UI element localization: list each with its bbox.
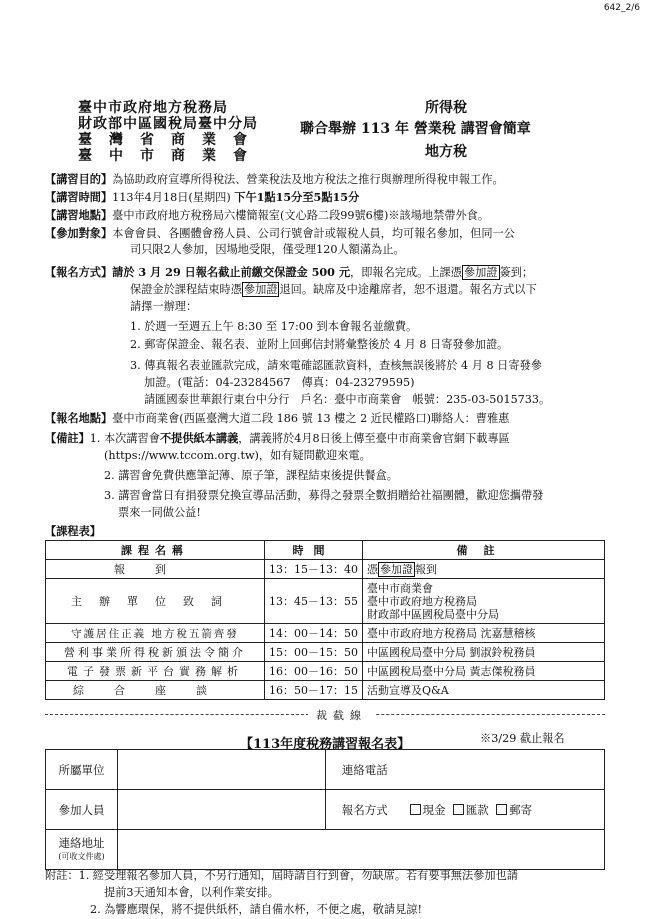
person-field[interactable] [118,790,326,830]
place-note: ※該場地禁帶外食。 [388,209,490,222]
reg-place-label: 【報名地點】 [45,411,113,425]
purpose-line [45,171,504,188]
course-note [363,579,605,624]
course-name: 報到 [46,560,265,579]
joint-label: 聯合舉辦 [300,121,356,137]
purpose-label: 【講習目的】 [45,172,113,186]
note-1d: (https://www.tccom.org.tw)，如有疑問歡迎來電。 [104,449,371,462]
unit-label: 所屬單位 [46,750,118,790]
course-time: 16：00－16：50 [265,662,363,681]
footer-note-1a: 1. 經受理報名參加人員，不另行通知，屆時請自行到會，勿缺席。若有要事無法參加也請 [78,869,518,882]
note-3a: 3. 講習會當日有捐發票兌換宣導品活動，募得之發票全數捐贈給社福團體，歡迎您攜帶發 [104,489,544,502]
course-name: 營利事業所得稅新頒法令簡介 [46,643,265,662]
course-name: 守護居住正義 地方稅五箭齊發 [46,624,265,643]
option-cash[interactable]: 現金 [410,803,446,817]
address-label: 連絡地址 [58,835,105,850]
organizer-3: 臺灣省商業會 [78,132,264,148]
tax-middle: 營業稅 [413,121,456,137]
method-text-3: 請擇一辦理： [130,300,198,313]
course-time: 13：45－13：55 [265,579,363,624]
course-time: 14：00－14：50 [265,624,363,643]
time-line [45,189,359,206]
method-text-1b: ，即報名完成。上課憑 [350,266,462,279]
place-line [45,207,489,224]
course-time: 16：50－17：15 [265,681,363,700]
time-label: 【講習時間】 [45,190,113,204]
note-2: 2. 講習會免費供應筆記薄、原子筆，課程結束後提供餐盒。 [104,469,398,482]
option-transfer[interactable]: 匯款 [453,803,489,817]
method-line [45,264,533,281]
target-line [45,225,515,242]
bank-info: 請匯國泰世華銀行東台中分行 戶名：臺中市商業會 帳號：235-03-5015733。 [144,393,551,406]
page-id: 642_2/6 [603,3,640,13]
method-step-3a: 3. 傳真報名表並匯款完成，請來電確認匯款資料，查核無誤後將於 4 月 8 日寄發參 [130,359,542,372]
reg-place-text: 臺中市商業會(西區臺灣大道二段 186 號 13 樓之 2 近民權路口)聯絡人：曹雅惠 [112,412,510,425]
schedule-row [46,662,605,681]
purpose-text: 為協助政府宣導所得稅法、營業稅法及地方稅法之推行與辦理所得稅申報工作。 [112,173,504,186]
cut-line-label: 裁截線 [308,707,375,723]
form-title: 【113年度稅務講習報名表】 [240,737,411,752]
organizer-4: 臺中市商業會 [78,148,264,164]
checkbox-icon[interactable] [410,804,421,815]
course-name: 電子發票新平台實務解析 [46,662,265,681]
method-step-2: 2. 郵寄保證金、報名表、並附上回郵信封將彙整後於 4 月 8 日寄發參加證。 [130,338,509,351]
note-3b: 票來一同做公益! [118,506,201,519]
course-note: 臺中市政府地方稅務局 沈嘉慧稽核 [363,624,605,643]
organizer-1: 臺中市政府地方稅務局 [78,100,228,116]
notes-line-1 [45,430,510,447]
year-label: 113 年 [360,121,409,137]
target-text-1: 本會會員、各團體會務人員、公司行號會計或報稅人員，均可報名參加，但同一公 [112,227,515,240]
registration-form [45,749,605,870]
course-time: 13：15－13：40 [265,560,363,579]
checkbox-icon[interactable] [496,804,507,815]
course-note-line: 財政部中區國稅局臺中分局 [367,607,499,621]
schedule-row [46,624,605,643]
method-line-2 [130,281,537,298]
course-note-line: 臺中市商業會 [367,581,433,595]
method-field-label: 報名方式 [326,790,404,830]
place-text: 臺中市政府地方稅務局六樓簡報室(文心路二段99號6樓) [112,209,389,222]
place-label: 【講習地點】 [45,208,113,222]
course-name: 綜合座談 [46,681,265,700]
method-options [404,790,605,830]
time-range: 下午1點15分至5點15分 [234,190,360,204]
form-row-1 [46,750,605,790]
schedule-header-time: 時間 [265,541,363,560]
method-deadline: 請於 3 月 29 日報名截止前繳交保證金 500 元 [112,265,351,279]
footer-note-2: 2. 為響應環保，將不提供紙杯，請自備水杯，不便之處，敬請見諒! [90,903,422,916]
form-row-2 [46,790,605,830]
note-1a: 1. 本次講習會 [89,432,160,445]
tax-bottom: 地方稅 [425,144,467,160]
title-label: 講習會簡章 [460,121,531,137]
method-label: 【報名方式】 [45,265,113,279]
method-step-1: 1. 於週一至週五上午 8:30 至 17:00 到本會報名並繳費。 [130,320,418,333]
unit-field[interactable] [118,750,326,790]
person-label: 參加人員 [46,790,118,830]
course-note [363,560,605,579]
note-1b: 不提供紙本講義 [159,431,239,445]
schedule-row [46,643,605,662]
schedule-row [46,560,605,579]
schedule-label: 【課程表】 [45,524,101,538]
tax-top: 所得稅 [425,100,467,116]
phone-label: 連絡電話 [326,750,404,790]
time-date: 113年4月18日(星期四) [112,191,231,204]
course-note: 中區國稅局臺中分局 黃志傑稅務員 [363,662,605,681]
schedule-header-name: 課程名稱 [46,541,265,560]
target-label: 【參加對象】 [45,226,113,240]
course-note-post: 報到 [415,563,437,576]
checkbox-icon[interactable] [453,804,464,815]
option-mail[interactable]: 郵寄 [496,803,532,817]
course-note: 活動宣導及Q&A [363,681,605,700]
form-row-3 [46,830,605,870]
schedule-header [46,541,605,560]
pass-box-2: 參加證 [243,283,278,296]
course-note: 中區國稅局臺中分局 劉淑鈴稅務員 [363,643,605,662]
target-text-2: 司只限2人參加，因場地受限，僅受理120人額滿為止。 [130,243,405,256]
course-time: 15：00－15：50 [265,643,363,662]
address-sub-label: (可收文件處) [58,851,105,861]
organizer-2: 財政部中區國稅局臺中分局 [78,116,258,132]
schedule-table [45,540,605,700]
address-field[interactable] [118,830,605,870]
schedule-header-note: 備註 [363,541,605,560]
footer-line-1 [45,867,518,884]
page-title [300,118,531,138]
note-1c: ，講義將於4月8日後上傳至臺中市商業會官網下載專區 [238,432,510,445]
footer-label: 附註： [45,869,79,882]
notes-label: 【備註】 [45,431,90,445]
form-deadline: ※3/29 截止報名 [480,732,565,745]
schedule-row [46,681,605,700]
address-label-cell [46,830,118,870]
pass-box-3: 參加證 [380,563,413,576]
reg-place-line [45,410,509,427]
method-text-1c: 簽到； [499,266,534,279]
footer-note-1b: 提前3天通知本會，以利作業安排。 [104,886,279,899]
method-text-2a: 保證金於課程結束時憑 [130,283,242,296]
course-note-line: 臺中市政府地方稅務局 [367,594,477,608]
pass-box-1: 參加證 [463,266,498,279]
schedule-row [46,579,605,624]
method-step-3b: 加證。(電話：04-23284567 傳真：04-23279595) [144,376,415,389]
course-note-pre: 憑 [367,563,378,576]
method-text-2b: 退回。缺席及中途離席者，恕不退還。報名方式以下 [279,283,537,296]
course-name: 主辦單位致詞 [46,579,265,624]
phone-field[interactable] [404,750,605,790]
